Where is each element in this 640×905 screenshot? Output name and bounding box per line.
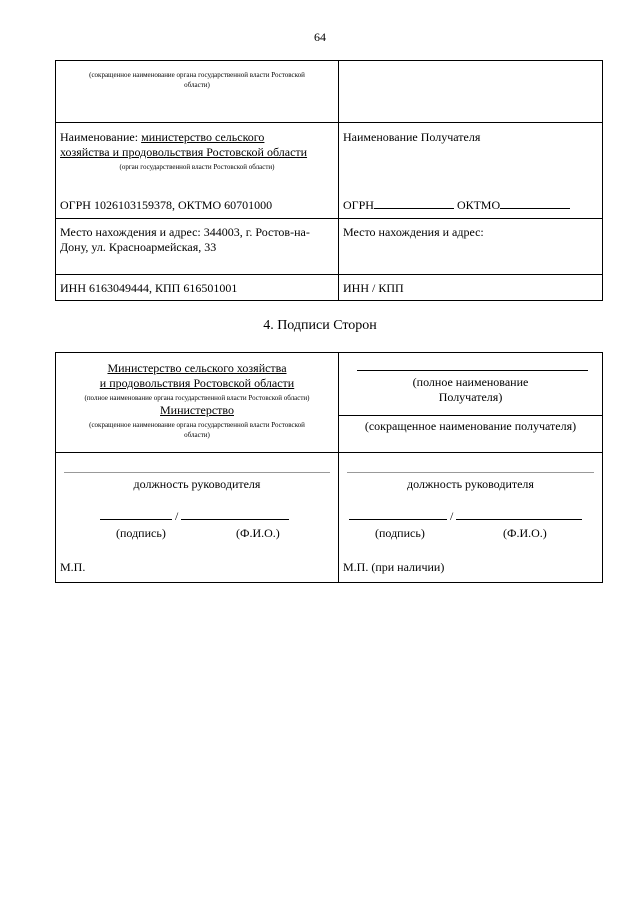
recipient-full-caption-a: (полное наименование [412, 375, 529, 389]
slash: / [175, 509, 179, 523]
ministry-inn: ИНН 6163049444, КПП 616501001 [60, 281, 238, 295]
recipient-short-name-line [339, 415, 602, 416]
ministry-name-a: министерство сельского [141, 130, 265, 144]
recipient-full-caption-b: Получателя) [438, 390, 503, 404]
ministry-name-cell [56, 123, 339, 219]
table-row [56, 353, 603, 453]
recipient-ogrn-line [343, 198, 598, 213]
slash: / [450, 509, 454, 523]
position-line [64, 472, 330, 473]
table-row [56, 275, 603, 301]
table-row [56, 61, 603, 123]
page-number: 64 [314, 30, 326, 44]
ministry-position-label: должность руководителя [133, 477, 261, 491]
oktmo-blank [500, 207, 570, 209]
section-heading: 4. Подписи Сторон [263, 318, 377, 333]
ministry-short-name: Министерство [160, 403, 234, 417]
ministry-address-b: Дону, ул. Красноармейская, 33 [60, 240, 217, 254]
signature-line [60, 509, 334, 524]
ministry-full-name-a: Министерство сельского хозяйства [107, 361, 287, 375]
fio-blank [456, 518, 582, 520]
short-name-cell [56, 61, 339, 123]
short-name-caption-b: области) [184, 81, 210, 89]
recipient-inn-cell [339, 275, 603, 301]
fio-blank [181, 518, 289, 520]
ministry-name-caption: (орган государственной власти Ростовской области) [119, 163, 275, 171]
ogrn-blank [374, 207, 454, 209]
table-row [56, 219, 603, 275]
table-row [56, 123, 603, 219]
ministry-short-caption-a: (сокращенное наименование органа государственной власти Ростовской [89, 421, 305, 429]
recipient-address-cell [339, 219, 603, 275]
fio-caption: (Ф.И.О.) [503, 526, 547, 540]
recipient-short-name-cell [339, 61, 603, 123]
ministry-stamp: М.П. [60, 560, 86, 574]
ministry-inn-cell [56, 275, 339, 301]
recipient-short-caption: (сокращенное наименование получателя) [364, 419, 577, 433]
recipient-name-cell [339, 123, 603, 219]
ministry-name-b: хозяйства и продовольствия Ростовской области [60, 145, 308, 159]
ministry-signature-cell [56, 453, 339, 583]
ministry-sign-header-cell [56, 353, 339, 453]
table-row [56, 453, 603, 583]
ministry-address-cell [56, 219, 339, 275]
recipient-inn-label: ИНН / КПП [343, 281, 404, 295]
signature-caption: (подпись) [116, 526, 166, 540]
recipient-address-label: Место нахождения и адрес: [343, 225, 484, 239]
ministry-short-caption-b: области) [184, 431, 210, 439]
recipient-oktmo-label: ОКТМО [456, 198, 501, 212]
signature-blank [100, 518, 172, 520]
ministry-address-a: Место нахождения и адрес: 344003, г. Ростов-на- [60, 225, 310, 239]
details-table [55, 60, 603, 301]
ministry-full-name-b: и продовольствия Ростовской области [99, 376, 295, 390]
short-name-caption-a: (сокращенное наименование органа государственной власти Ростовской [89, 71, 305, 79]
recipient-signature-cell [339, 453, 603, 583]
recipient-ogrn-label: ОГРН [343, 198, 374, 212]
ministry-full-name-caption: (полное наименование органа государственной власти Ростовской области) [84, 394, 310, 402]
name-label: Наименование: [60, 130, 139, 144]
ministry-ogrn: ОГРН 1026103159378, ОКТМО 60701000 [60, 198, 273, 212]
signature-caption: (подпись) [375, 526, 425, 540]
signature-blank [349, 518, 447, 520]
signature-line [343, 509, 598, 524]
fio-caption: (Ф.И.О.) [236, 526, 280, 540]
recipient-position-label: должность руководителя [407, 477, 534, 491]
signatures-table [55, 352, 603, 583]
position-line [347, 472, 594, 473]
recipient-name-label: Наименование Получателя [343, 130, 481, 144]
recipient-full-name-line [357, 370, 588, 371]
recipient-stamp: М.П. (при наличии) [343, 560, 445, 574]
recipient-sign-header-cell [339, 353, 603, 453]
